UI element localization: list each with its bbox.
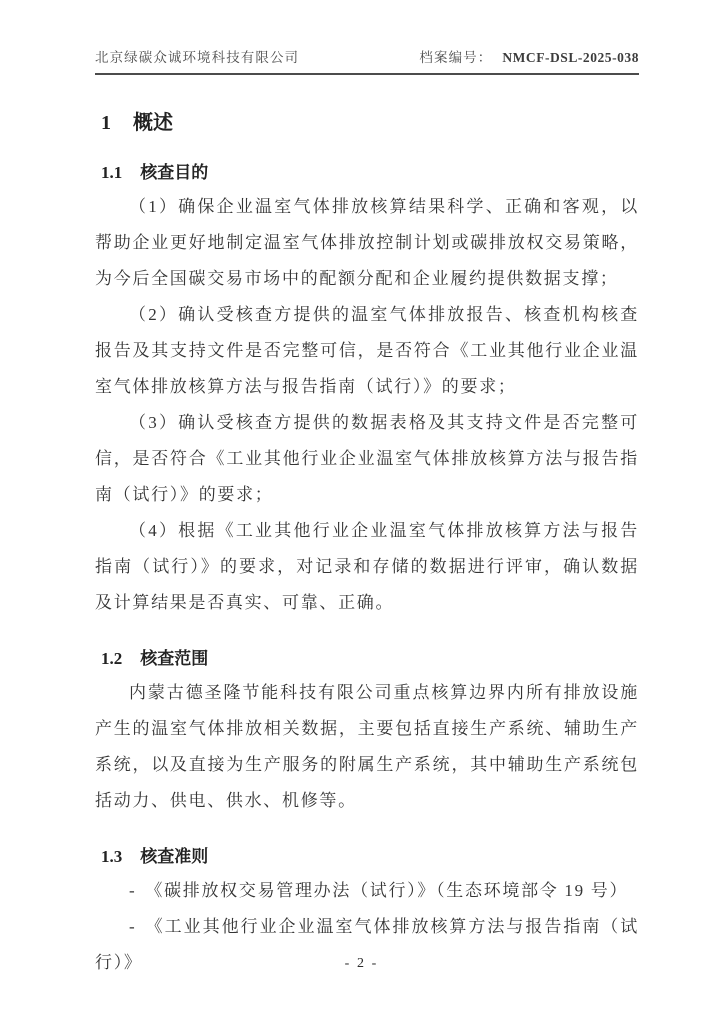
paragraph-1-1-3: （3）确认受核查方提供的数据表格及其支持文件是否完整可信，是否符合《工业其他行业企业温室气体排放核算方法与报告指南（试行）》的要求；: [95, 413, 639, 504]
file-number-label: 档案编号：: [419, 50, 493, 65]
section-1-3-heading: [101, 842, 639, 867]
bullet-dash: -: [129, 881, 137, 900]
section-1-number: 1: [101, 112, 111, 134]
company-name: 北京绿碳众诚环境科技有限公司: [95, 50, 300, 65]
paragraph-1-1-4: （4）根据《工业其他行业企业温室气体排放核算方法与报告指南（试行）》的要求，对记录和存储的数据进行评审，确认数据及计算结果是否真实、可靠、正确。: [95, 521, 639, 612]
section-1-1-title: 核查目的: [140, 163, 209, 182]
page-header: [95, 46, 639, 75]
bullet-dash: -: [129, 917, 137, 936]
file-number: [419, 46, 639, 66]
paragraph-1-2-1: 内蒙古德圣隆节能科技有限公司重点核算边界内所有排放设施产生的温室气体排放相关数据，主要包括直接生产系统、辅助生产系统，以及直接为生产服务的附属生产系统，其中辅助生产系统包括动力、供电、供水、机修等。: [95, 683, 639, 810]
section-1-title: 概述: [133, 112, 173, 134]
criteria-item-text: 《工业其他行业企业温室气体排放核算方法与报告指南（试行）》: [95, 917, 639, 972]
section-1-3-number: 1.3: [101, 847, 123, 866]
section-1-1-heading: [101, 158, 639, 183]
file-number-value: NMCF-DSL-2025-038: [502, 50, 639, 65]
paragraph-1-1-1: （1）确保企业温室气体排放核算结果科学、正确和客观，以帮助企业更好地制定温室气体排放控制计划或碳排放权交易策略，为今后全国碳交易市场中的配额分配和企业履约提供数据支撑；: [95, 197, 639, 288]
paragraph-1-1-2: （2）确认受核查方提供的温室气体排放报告、核查机构核查报告及其支持文件是否完整可信，是否符合《工业其他行业企业温室气体排放核算方法与报告指南（试行）》的要求；: [95, 305, 639, 396]
criteria-item: [95, 873, 639, 909]
section-1-heading: [101, 106, 639, 135]
section-1-1-number: 1.1: [101, 163, 123, 182]
criteria-item-text: 《碳排放权交易管理办法（试行）》（生态环境部令 19 号）: [145, 881, 629, 900]
section-1-2-heading: [101, 644, 639, 669]
page-number: - 2 -: [344, 956, 379, 971]
section-1-2-number: 1.2: [101, 649, 123, 668]
section-1-3-title: 核查准则: [140, 847, 209, 866]
section-1-2-title: 核查范围: [140, 649, 209, 668]
